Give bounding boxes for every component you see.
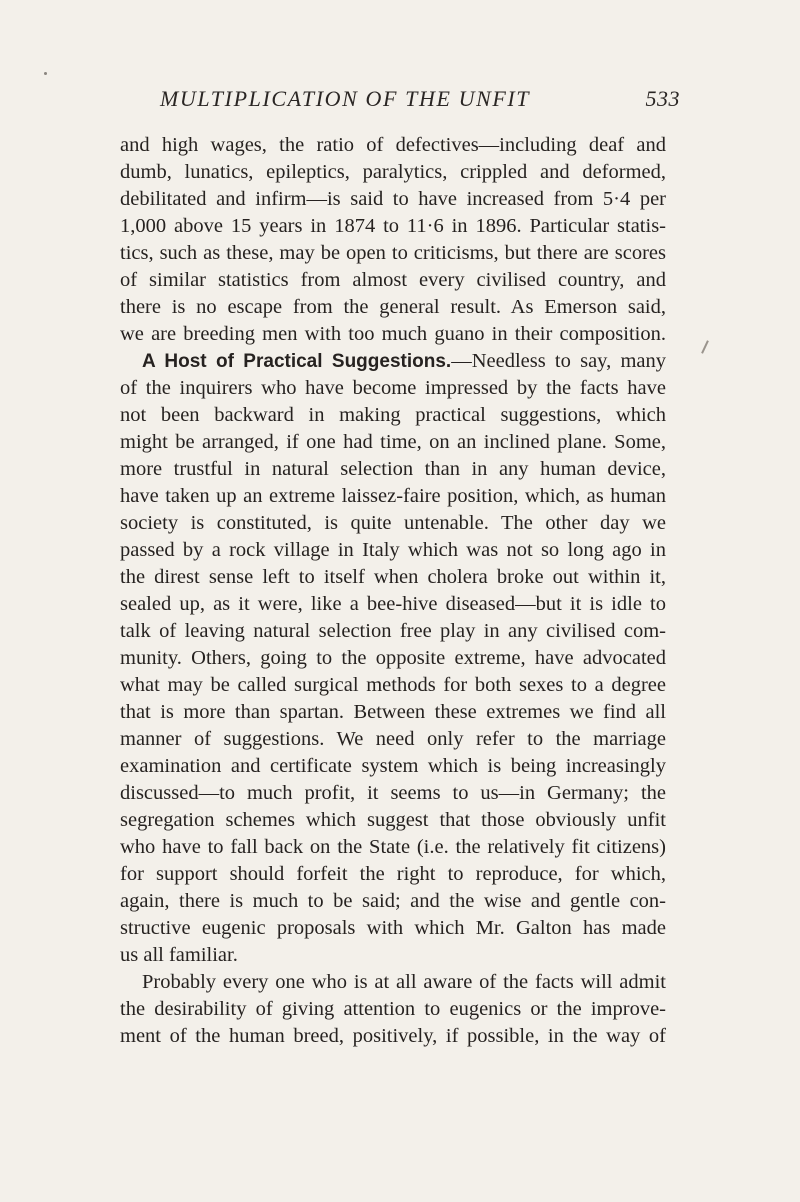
text-line: examination and certificate system which is being increasingly — [120, 755, 666, 777]
page-header — [160, 86, 680, 118]
body-text — [120, 132, 666, 1050]
text-line: more trustful in natural selection than in any human device, — [120, 458, 666, 480]
text-line: munity. Others, going to the opposite extreme, have advocated — [120, 647, 666, 669]
margin-mark — [701, 340, 709, 354]
text-line: again, there is much to be said; and the wise and gentle con- — [120, 890, 666, 912]
text-line: ment of the human breed, positively, if possible, in the way of — [120, 1025, 666, 1047]
text-line: of the inquirers who have become impressed by the facts have — [120, 377, 666, 399]
text-line: discussed—to much profit, it seems to us—in Germany; the — [120, 782, 666, 804]
text-line: we are breeding men with too much guano in their composition. — [120, 323, 666, 345]
text-line: manner of suggestions. We need only refer to the marriage — [120, 728, 666, 750]
text-line: structive eugenic proposals with which Mr. Galton has made — [120, 917, 666, 939]
text-line: Probably every one who is at all aware of the facts will admit — [142, 971, 666, 993]
text-line: 1,000 above 15 years in 1874 to 11·6 in 1896. Particular statis- — [120, 215, 666, 237]
text-line: talk of leaving natural selection free play in any civilised com- — [120, 620, 666, 642]
running-title: MULTIPLICATION OF THE UNFIT — [160, 86, 531, 111]
section-heading: A Host of Practical Suggestions. — [142, 351, 452, 372]
paper-speck — [44, 72, 47, 75]
text-line: there is no escape from the general result. As Emerson said, — [120, 296, 666, 318]
text-line: of similar statistics from almost every civilised country, and — [120, 269, 666, 291]
text-line: tics, such as these, may be open to criticisms, but there are scores — [120, 242, 666, 264]
text-line: dumb, lunatics, epileptics, paralytics, crippled and deformed, — [120, 161, 666, 183]
text-line: for support should forfeit the right to reproduce, for which, — [120, 863, 666, 885]
text-line: might be arranged, if one had time, on an inclined plane. Some, — [120, 431, 666, 453]
text-line: society is constituted, is quite untenable. The other day we — [120, 512, 666, 534]
page-number: 533 — [645, 86, 680, 111]
text-line: who have to fall back on the State (i.e. the relatively fit citizens) — [120, 836, 666, 858]
text-line: the direst sense left to itself when cholera broke out within it, — [120, 566, 666, 588]
text-line: debilitated and infirm—is said to have increased from 5·4 per — [120, 188, 666, 210]
section-first-line-rest: —Needless to say, many — [451, 350, 666, 372]
text-line: that is more than spartan. Between these extremes we find all — [120, 701, 666, 723]
text-line: us all familiar. — [120, 944, 238, 966]
text-line: segregation schemes which suggest that those obviously unfit — [120, 809, 666, 831]
text-line: not been backward in making practical suggestions, which — [120, 404, 666, 426]
text-line: what may be called surgical methods for both sexes to a degree — [120, 674, 666, 696]
text-line: sealed up, as it were, like a bee-hive diseased—but it is idle to — [120, 593, 666, 615]
text-line: and high wages, the ratio of defectives—including deaf and — [120, 134, 666, 156]
text-line: have taken up an extreme laissez-faire position, which, as human — [120, 485, 666, 507]
section-first-line — [120, 348, 666, 375]
text-line: the desirability of giving attention to eugenics or the improve- — [120, 998, 666, 1020]
text-line: passed by a rock village in Italy which was not so long ago in — [120, 539, 666, 561]
